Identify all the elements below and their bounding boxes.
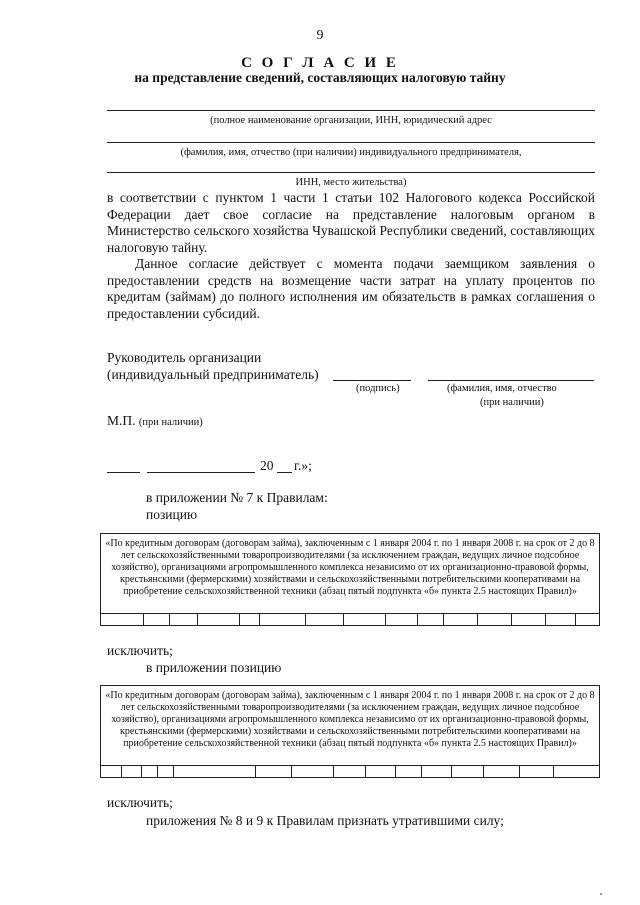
date-year-prefix: 20 [260,458,274,473]
inn-caption: ИНН, место жительства) [295,177,407,188]
exclude-2: исключить; [107,795,173,810]
page-number: 9 [316,28,324,43]
table-row-2-text: «По кредитным договорам (договорам займа), заключенным с 1 января 2004 г. по 1 января 2008 г. на срок от 2 до 8 лет сельскохозяйственными товаропроизводителями (за исключением граждан, ведущих личное подсобное хозяйство), организациями агропромышленного комплекса независимо от их организационно-правовой формы, крестьянскими (фермерскими) хозяйствами и сельскохозяйственными потребительскими кооперативами на приобретение сельскохозяйственной техники (абзац пятый подпункта «б» пункта 2.5 настоящих Правил)» [105,690,595,749]
stamp-note: (при наличии) [138,417,203,428]
table-row-1-text: «По кредитным договорам (договорам займа), заключенным с 1 января 2004 г. по 1 января 2008 г. на срок от 2 до 8 лет сельскохозяйственными товаропроизводителями (за исключением граждан, ведущих личное подсобное хозяйство), организациями агропромышленного комплекса независимо от их организационно-правовой формы, крестьянскими (фермерскими) хозяйствами и сельскохозяйственными потребительскими кооперативами на приобретение сельскохозяйственной техники (абзац пятый подпункта «б» пункта 2.5 настоящих Правил)» [105,538,595,597]
document-title: С О Г Л А С И Е [241,55,399,71]
table-row-1 [100,533,600,614]
org-caption: (полное наименование организации, ИНН, юридический адрес [210,115,492,126]
table-row-2-cells [100,765,600,778]
fio-blank-line [107,142,595,143]
stamp-label [107,413,203,429]
exclude-1: исключить; [107,643,173,658]
fio-caption: (фамилия, имя, отчество (при наличии) индивидуального предпринимателя, [180,147,522,158]
document-subtitle: на представление сведений, составляющих налоговую тайну [134,70,506,85]
fio-sign-blank-line [428,380,594,381]
fio-sign-caption-2: (при наличии) [480,397,544,408]
final-line: приложения № 8 и 9 к Правилам признать утратившими силу; [146,813,504,828]
date-tail: г.»; [294,458,312,473]
org-blank-line [107,110,595,111]
consent-paragraph-1: в соответствии с пунктом 1 части 1 статьи 102 Налогового кодекса Российской Федерации дает свое согласие на представление налоговым органом в Министерство сельского хозяйства Чувашской Республики сведений, составляющих налоговую тайну. [107,190,595,255]
amend1-line2: позицию [146,507,198,522]
consent-paragraph-2: Данное согласие действует с момента подачи заемщиком заявления о предоставлении средств на возмещение части затрат на уплату процентов по кредитам (займам) до полного исполнения им обязательств в рамках соглашения о предоставлении субсидий. [107,256,595,321]
stamp-mp: М.П. [107,413,136,428]
table-row-1-cells [100,613,600,626]
table-row-2 [100,685,600,766]
scan-speck [600,893,602,895]
fio-sign-caption-1: (фамилия, имя, отчество [447,383,557,394]
date-month-blank [147,472,255,473]
signature-caption: (подпись) [356,383,400,394]
date-day-blank [107,472,140,473]
head-label-line1: Руководитель организации [107,350,262,365]
head-label-line2: (индивидуальный предприниматель) [107,367,319,382]
amend2-line1: в приложении позицию [146,660,282,675]
date-year-blank [277,472,292,473]
signature-blank-line [333,380,411,381]
amend1-line1: в приложении № 7 к Правилам: [146,490,328,505]
inn-blank-line [107,172,595,173]
